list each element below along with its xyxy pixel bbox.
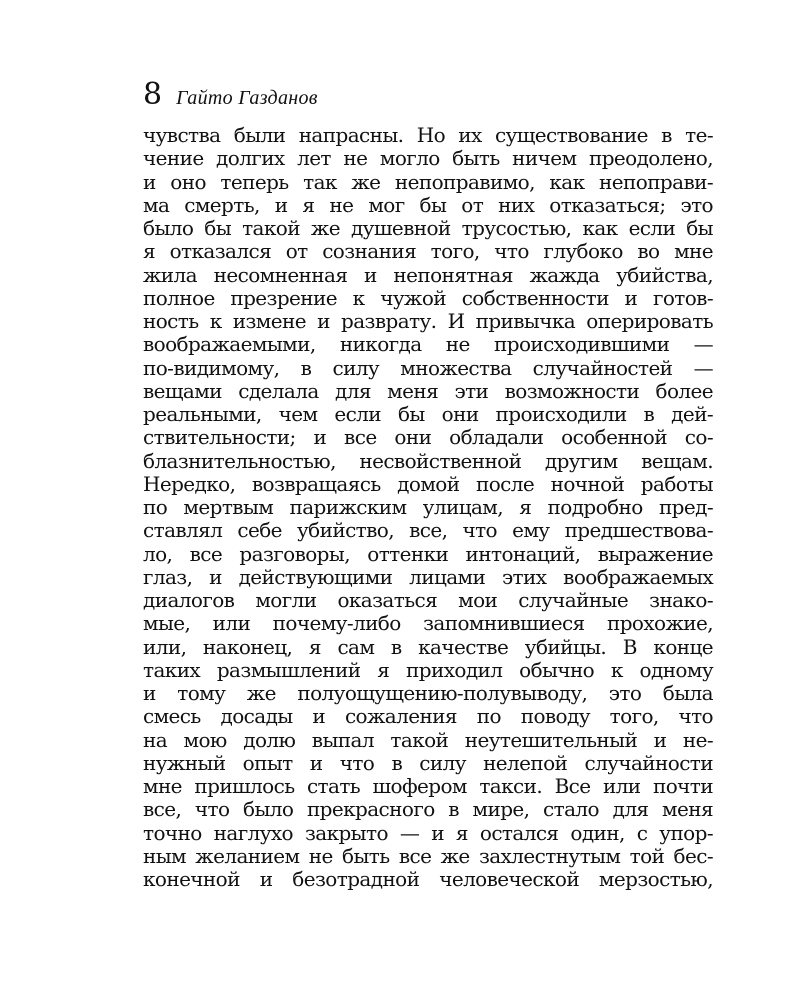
running-head xyxy=(143,77,318,112)
text-line: ставлял себе убийство, все, что ему предшествова- xyxy=(143,518,713,543)
text-line: блазнительностью, несвойственной другим вещам. xyxy=(143,448,713,473)
text-line: воображаемыми, никогда не происходившими — xyxy=(143,332,713,357)
text-line: Нередко, возвращаясь домой после ночной работы xyxy=(143,471,713,496)
text-line: реальными, чем если бы они происходили в дей- xyxy=(143,402,713,426)
text-line: мые, или почему-либо запомнившиеся прохожие, xyxy=(143,611,713,636)
text-line: диалогов могли оказаться мои случайные знако- xyxy=(143,588,713,612)
text-line: жила несомненная и непонятная жажда убийства, xyxy=(143,262,713,287)
text-line: смесь досады и сожаления по поводу того, что xyxy=(143,704,713,729)
text-line: по-видимому, в силу множества случайностей — xyxy=(143,355,713,380)
text-line: ным желанием не быть все же захлестнутым той бес- xyxy=(143,843,713,868)
text-line: конечной и безотрадной человеческой мерзостью, xyxy=(143,867,713,891)
author-name: Гайто Газданов xyxy=(176,87,318,109)
text-line: по мертвым парижским улицам, я подробно пред- xyxy=(143,495,713,519)
body-text xyxy=(143,124,713,891)
text-line: и тому же полуощущению-полувыводу, это была xyxy=(143,681,713,705)
text-line: полное презрение к чужой собственности и готов- xyxy=(143,285,713,310)
text-line: ность к измене и разврату. И привычка оперировать xyxy=(143,309,713,333)
text-line: вещами сделала для меня эти возможности более xyxy=(143,378,713,403)
text-line: мне пришлось стать шофером такси. Все или почти xyxy=(143,774,713,798)
text-line: или, наконец, я сам в качестве убийцы. В конце xyxy=(143,634,713,659)
text-line: и оно теперь так же непоправимо, как непоправи- xyxy=(143,169,713,194)
page-number: 8 xyxy=(143,77,163,112)
text-line: ма смерть, и я не мог бы от них отказаться; это xyxy=(143,192,713,217)
text-line: ло, все разговоры, оттенки интонаций, выражение xyxy=(143,541,713,566)
text-line: на мою долю выпал такой неутешительный и не- xyxy=(143,727,713,752)
text-line: точно наглухо закрыто — и я остался один, с упор- xyxy=(143,820,713,845)
text-line: таких размышлений я приходил обычно к одному xyxy=(143,657,713,682)
text-line: все, что было прекрасного в мире, стало для меня xyxy=(143,797,713,822)
text-line: ствительности; и все они обладали особенной со- xyxy=(143,425,713,450)
text-line: глаз, и действующими лицами этих воображаемых xyxy=(143,564,713,589)
text-line: я отказался от сознания того, что глубоко во мне xyxy=(143,239,713,264)
text-line: нужный опыт и что в силу нелепой случайности xyxy=(143,750,713,775)
text-line: чение долгих лет не могло быть ничем преодолено, xyxy=(143,146,713,171)
text-line: чувства были напрасны. Но их существование в те- xyxy=(143,123,713,147)
text-line: было бы такой же душевной трусостью, как если бы xyxy=(143,216,713,240)
